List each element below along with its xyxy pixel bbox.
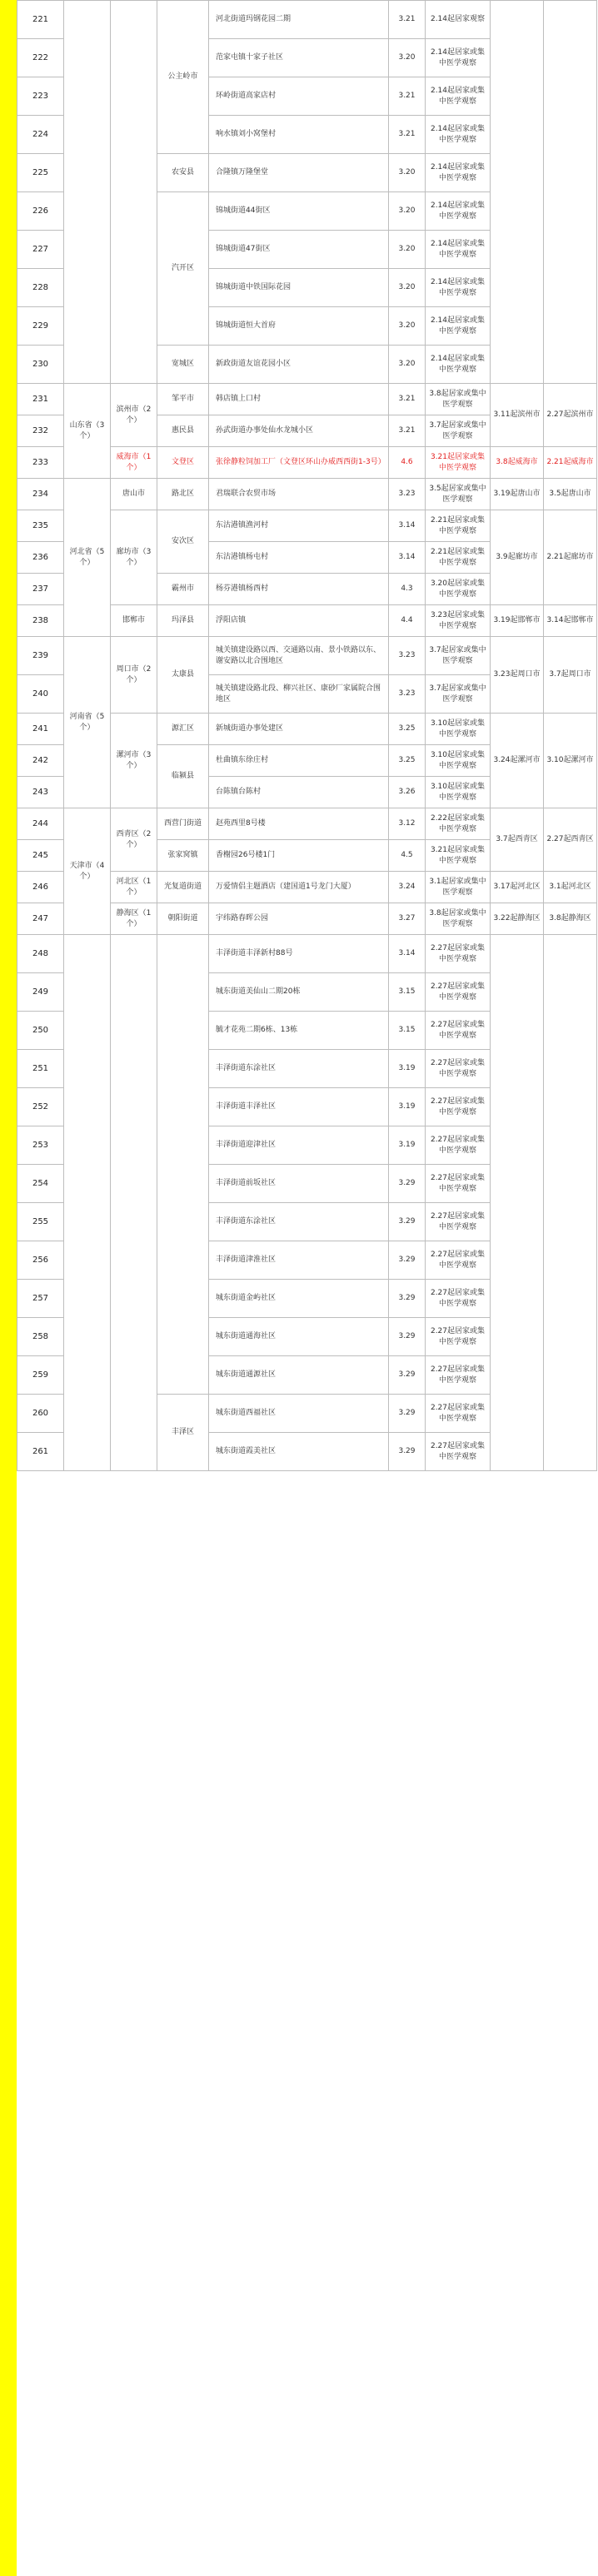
record-cell: 2.27起居家或集中医学观察 [426, 1203, 491, 1241]
city-cell: 西青区（2个） [111, 808, 157, 872]
date-cell: 4.6 [389, 447, 426, 479]
date-cell: 3.23 [389, 637, 426, 675]
address-cell: 锦城街道47街区 [209, 231, 389, 269]
city-cell: 威海市（1个） [111, 447, 157, 479]
row-number: 257 [17, 1280, 64, 1318]
address-cell: 丰泽街道丰泽社区 [209, 1088, 389, 1126]
record-cell: 3.8起居家或集中医学观察 [426, 903, 491, 935]
address-cell: 城东街道通源社区 [209, 1356, 389, 1395]
row-number: 236 [17, 542, 64, 574]
record-cell: 2.14起居家或集中医学观察 [426, 307, 491, 346]
summary-cell-b: 3.1起河北区 [544, 872, 597, 903]
row-number: 259 [17, 1356, 64, 1395]
record-cell: 2.27起居家或集中医学观察 [426, 1241, 491, 1280]
date-cell: 3.29 [389, 1395, 426, 1433]
row-number: 249 [17, 973, 64, 1012]
summary-cell-b [544, 935, 597, 1471]
summary-cell-a: 3.8起威海市 [491, 447, 544, 479]
record-cell: 3.7起居家或集中医学观察 [426, 415, 491, 447]
address-cell: 丰泽街道东涂社区 [209, 1203, 389, 1241]
record-cell: 3.10起居家或集中医学观察 [426, 745, 491, 777]
address-cell: 城东街道通海社区 [209, 1318, 389, 1356]
record-cell: 3.10起居家或集中医学观察 [426, 777, 491, 808]
date-cell: 3.12 [389, 808, 426, 840]
district-cell: 霸州市 [157, 574, 209, 605]
date-cell: 3.19 [389, 1050, 426, 1088]
address-cell: 合隆镇万隆堡堂 [209, 154, 389, 192]
record-cell: 2.27起居家或集中医学观察 [426, 973, 491, 1012]
summary-cell-b: 2.21起威海市 [544, 447, 597, 479]
address-cell: 锦城街道44街区 [209, 192, 389, 231]
record-cell: 3.7起居家或集中医学观察 [426, 637, 491, 675]
row-number: 221 [17, 1, 64, 39]
district-cell [157, 935, 209, 1395]
row-number: 224 [17, 116, 64, 154]
row-number: 238 [17, 605, 64, 637]
record-cell: 2.14起居家或集中医学观察 [426, 154, 491, 192]
row-number: 223 [17, 77, 64, 116]
city-cell [111, 935, 157, 1471]
row-number: 254 [17, 1165, 64, 1203]
table-row [17, 479, 597, 510]
address-cell: 新政街道友谊花园小区 [209, 346, 389, 384]
date-cell: 3.20 [389, 154, 426, 192]
date-cell: 3.23 [389, 675, 426, 714]
row-number: 243 [17, 777, 64, 808]
summary-cell-a: 3.11起滨州市 [491, 384, 544, 447]
province-cell [64, 935, 111, 1471]
province-cell: 河南省（5个） [64, 637, 111, 808]
province-cell [64, 1, 111, 384]
address-cell: 宇纬路春晖公园 [209, 903, 389, 935]
address-cell: 张徐静粒饲加工厂（文登区环山办威西西街1-3号） [209, 447, 389, 479]
province-cell: 天津市（4个） [64, 808, 111, 935]
date-cell: 3.29 [389, 1165, 426, 1203]
table-row [17, 935, 597, 973]
record-cell: 2.14起居家或集中医学观察 [426, 346, 491, 384]
row-number: 260 [17, 1395, 64, 1433]
address-cell: 丰泽街道东涂社区 [209, 1050, 389, 1088]
row-number: 229 [17, 307, 64, 346]
district-cell: 西营门街道 [157, 808, 209, 840]
date-cell: 3.14 [389, 542, 426, 574]
address-cell: 河北街道玛钢花园二期 [209, 1, 389, 39]
date-cell: 3.20 [389, 39, 426, 77]
record-cell: 2.27起居家或集中医学观察 [426, 1356, 491, 1395]
district-cell: 农安县 [157, 154, 209, 192]
record-cell: 3.21起居家或集中医学观察 [426, 447, 491, 479]
address-cell: 城东街道西福社区 [209, 1395, 389, 1433]
summary-cell-b [544, 1, 597, 384]
district-cell: 朝阳街道 [157, 903, 209, 935]
row-number: 232 [17, 415, 64, 447]
row-number: 241 [17, 714, 64, 745]
address-cell: 万爱情侣主题酒店（建国道1号龙门大厦） [209, 872, 389, 903]
district-cell: 宽城区 [157, 346, 209, 384]
row-number: 245 [17, 840, 64, 872]
address-cell: 丰泽街道丰泽新村88号 [209, 935, 389, 973]
date-cell: 3.21 [389, 77, 426, 116]
summary-cell-a: 3.7起西青区 [491, 808, 544, 872]
address-cell: 香榭园26号楼1门 [209, 840, 389, 872]
row-number: 255 [17, 1203, 64, 1241]
row-number: 237 [17, 574, 64, 605]
summary-cell-a: 3.17起河北区 [491, 872, 544, 903]
date-cell: 4.3 [389, 574, 426, 605]
district-cell: 文登区 [157, 447, 209, 479]
row-number: 244 [17, 808, 64, 840]
date-cell: 3.23 [389, 479, 426, 510]
address-cell: 毓才花苑二期6栋、13栋 [209, 1012, 389, 1050]
summary-cell-a: 3.9起廊坊市 [491, 510, 544, 605]
row-number: 228 [17, 269, 64, 307]
row-number: 251 [17, 1050, 64, 1088]
summary-cell-a: 3.24起漯河市 [491, 714, 544, 808]
address-cell: 城东街道霞美社区 [209, 1433, 389, 1471]
date-cell: 3.25 [389, 714, 426, 745]
district-cell: 惠民县 [157, 415, 209, 447]
address-cell: 锦城街道恒大首府 [209, 307, 389, 346]
record-cell: 2.14起居家或集中医学观察 [426, 231, 491, 269]
row-number: 240 [17, 675, 64, 714]
row-number: 230 [17, 346, 64, 384]
record-cell: 2.14起居家或集中医学观察 [426, 269, 491, 307]
city-cell: 河北区（1个） [111, 872, 157, 903]
address-cell: 东沽港镇渔河村 [209, 510, 389, 542]
row-number: 225 [17, 154, 64, 192]
address-cell: 响水镇刘小窝堡村 [209, 116, 389, 154]
row-number: 261 [17, 1433, 64, 1471]
date-cell: 3.29 [389, 1356, 426, 1395]
summary-cell-a [491, 1, 544, 384]
row-number: 231 [17, 384, 64, 415]
city-cell: 静海区（1个） [111, 903, 157, 935]
date-cell: 3.15 [389, 973, 426, 1012]
case-table [17, 0, 597, 1471]
address-cell: 浮阳店镇 [209, 605, 389, 637]
row-number: 222 [17, 39, 64, 77]
district-cell: 玛泽县 [157, 605, 209, 637]
date-cell: 4.4 [389, 605, 426, 637]
record-cell: 2.27起居家或集中医学观察 [426, 1088, 491, 1126]
date-cell: 3.14 [389, 935, 426, 973]
date-cell: 3.26 [389, 777, 426, 808]
record-cell: 2.14起居家或集中医学观察 [426, 192, 491, 231]
city-cell [111, 1, 157, 384]
address-cell: 台陈镇台陈村 [209, 777, 389, 808]
city-cell: 漯河市（3个） [111, 714, 157, 808]
record-cell: 2.14起居家或集中医学观察 [426, 39, 491, 77]
record-cell: 2.14起居家观察 [426, 1, 491, 39]
record-cell: 3.7起居家或集中医学观察 [426, 675, 491, 714]
record-cell: 3.8起居家或集中医学观察 [426, 384, 491, 415]
record-cell: 2.27起居家或集中医学观察 [426, 1280, 491, 1318]
summary-cell-b: 3.10起漯河市 [544, 714, 597, 808]
summary-cell-b: 3.7起周口市 [544, 637, 597, 714]
district-cell: 路北区 [157, 479, 209, 510]
row-number: 248 [17, 935, 64, 973]
date-cell: 3.14 [389, 510, 426, 542]
record-cell: 2.27起居家或集中医学观察 [426, 1318, 491, 1356]
date-cell: 3.21 [389, 1, 426, 39]
date-cell: 3.29 [389, 1433, 426, 1471]
table-row [17, 384, 597, 415]
record-cell: 3.10起居家或集中医学观察 [426, 714, 491, 745]
date-cell: 3.21 [389, 415, 426, 447]
row-number: 258 [17, 1318, 64, 1356]
row-number: 247 [17, 903, 64, 935]
address-cell: 环岭街道高家店村 [209, 77, 389, 116]
summary-cell-a: 3.19起邯郸市 [491, 605, 544, 637]
address-cell: 锦城街道中铁国际花园 [209, 269, 389, 307]
summary-cell-b: 3.8起静海区 [544, 903, 597, 935]
address-cell: 赵苑西里8号楼 [209, 808, 389, 840]
record-cell: 2.27起居家或集中医学观察 [426, 935, 491, 973]
address-cell: 君瑞联合农贸市场 [209, 479, 389, 510]
district-cell: 汽开区 [157, 192, 209, 346]
record-cell: 3.20起居家或集中医学观察 [426, 574, 491, 605]
city-cell: 周口市（2个） [111, 637, 157, 714]
address-cell: 新城街道办事处建区 [209, 714, 389, 745]
province-cell: 河北省（5个） [64, 479, 111, 637]
date-cell: 3.29 [389, 1280, 426, 1318]
date-cell: 3.20 [389, 307, 426, 346]
record-cell: 2.27起居家或集中医学观察 [426, 1433, 491, 1471]
row-number: 256 [17, 1241, 64, 1280]
summary-cell-b: 3.5起唐山市 [544, 479, 597, 510]
date-cell: 3.24 [389, 872, 426, 903]
record-cell: 2.27起居家或集中医学观察 [426, 1165, 491, 1203]
row-number: 233 [17, 447, 64, 479]
record-cell: 3.21起居家或集中医学观察 [426, 840, 491, 872]
row-number: 227 [17, 231, 64, 269]
date-cell: 3.29 [389, 1318, 426, 1356]
address-cell: 杨芬港镇杨西村 [209, 574, 389, 605]
district-cell: 安次区 [157, 510, 209, 574]
record-cell: 3.23起居家或集中医学观察 [426, 605, 491, 637]
city-cell: 滨州市（2个） [111, 384, 157, 447]
city-cell: 邯郸市 [111, 605, 157, 637]
record-cell: 2.21起居家或集中医学观察 [426, 542, 491, 574]
date-cell: 4.5 [389, 840, 426, 872]
row-number: 234 [17, 479, 64, 510]
record-cell: 2.27起居家或集中医学观察 [426, 1395, 491, 1433]
record-cell: 3.1起居家或集中医学观察 [426, 872, 491, 903]
date-cell: 3.20 [389, 346, 426, 384]
date-cell: 3.29 [389, 1203, 426, 1241]
record-cell: 2.27起居家或集中医学观察 [426, 1050, 491, 1088]
summary-cell-b: 3.14起邯郸市 [544, 605, 597, 637]
summary-cell-a: 3.22起静海区 [491, 903, 544, 935]
summary-cell-b: 2.27起西青区 [544, 808, 597, 872]
district-cell: 张家窝镇 [157, 840, 209, 872]
record-cell: 3.5起居家或集中医学观察 [426, 479, 491, 510]
address-cell: 城东街道金屿社区 [209, 1280, 389, 1318]
record-cell: 2.27起居家或集中医学观察 [426, 1012, 491, 1050]
row-number: 242 [17, 745, 64, 777]
summary-cell-a: 3.19起唐山市 [491, 479, 544, 510]
row-number: 253 [17, 1126, 64, 1165]
date-cell: 3.21 [389, 384, 426, 415]
table-row [17, 808, 597, 840]
district-cell: 丰泽区 [157, 1395, 209, 1471]
date-cell: 3.19 [389, 1088, 426, 1126]
address-cell: 丰泽街道前坂社区 [209, 1165, 389, 1203]
summary-cell-b: 2.21起廊坊市 [544, 510, 597, 605]
city-cell: 廊坊市（3个） [111, 510, 157, 605]
table-row [17, 637, 597, 675]
date-cell: 3.20 [389, 192, 426, 231]
district-cell: 邹平市 [157, 384, 209, 415]
address-cell: 范家屯镇十家子社区 [209, 39, 389, 77]
summary-cell-a [491, 935, 544, 1471]
row-number: 246 [17, 872, 64, 903]
address-cell: 韩店镇上口村 [209, 384, 389, 415]
date-cell: 3.25 [389, 745, 426, 777]
address-cell: 孙武街道办事处仙水龙城小区 [209, 415, 389, 447]
record-cell: 2.21起居家或集中医学观察 [426, 510, 491, 542]
province-cell: 山东省（3个） [64, 384, 111, 479]
summary-cell-a: 3.23起周口市 [491, 637, 544, 714]
address-cell: 城关镇建设路北段、柳兴社区、康砂厂家属院合围地区 [209, 675, 389, 714]
record-cell: 2.14起居家或集中医学观察 [426, 116, 491, 154]
address-cell: 东沽港镇杨屯村 [209, 542, 389, 574]
record-cell: 2.14起居家或集中医学观察 [426, 77, 491, 116]
city-cell: 唐山市 [111, 479, 157, 510]
address-cell: 丰泽街道迎津社区 [209, 1126, 389, 1165]
row-number: 252 [17, 1088, 64, 1126]
address-cell: 城东街道美仙山二期20栋 [209, 973, 389, 1012]
record-cell: 2.22起居家或集中医学观察 [426, 808, 491, 840]
district-cell: 太康县 [157, 637, 209, 714]
row-number: 239 [17, 637, 64, 675]
yellow-margin-strip [0, 0, 17, 2576]
date-cell: 3.21 [389, 116, 426, 154]
city-cell: 公主岭市 [157, 1, 209, 154]
date-cell: 3.29 [389, 1241, 426, 1280]
row-number: 235 [17, 510, 64, 542]
address-cell: 丰泽街道津淮社区 [209, 1241, 389, 1280]
date-cell: 3.20 [389, 231, 426, 269]
address-cell: 杜曲镇东徐庄村 [209, 745, 389, 777]
record-cell: 2.27起居家或集中医学观察 [426, 1126, 491, 1165]
summary-cell-b: 2.27起滨州市 [544, 384, 597, 447]
district-cell: 源汇区 [157, 714, 209, 745]
address-cell: 城关镇建设路以西、交通路以南、景小铁路以东、谢安路以北合围地区 [209, 637, 389, 675]
date-cell: 3.19 [389, 1126, 426, 1165]
date-cell: 3.15 [389, 1012, 426, 1050]
table-row [17, 1, 597, 39]
district-cell: 临颍县 [157, 745, 209, 808]
row-number: 250 [17, 1012, 64, 1050]
date-cell: 3.27 [389, 903, 426, 935]
row-number: 226 [17, 192, 64, 231]
district-cell: 光复道街道 [157, 872, 209, 903]
date-cell: 3.20 [389, 269, 426, 307]
